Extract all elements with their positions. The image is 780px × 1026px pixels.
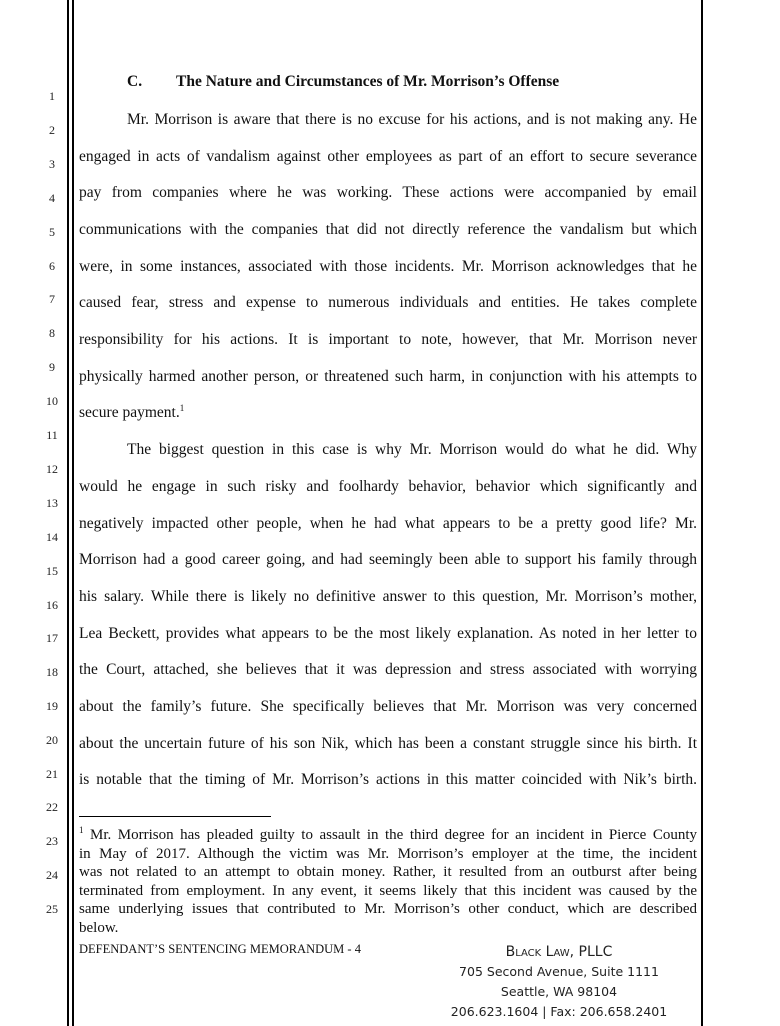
line-number: 5 [49, 225, 55, 239]
footnote-separator [79, 816, 271, 817]
line-number: 4 [49, 191, 55, 205]
footnote-line: was not related to an attempt to obtain money. Rather, it resulted from an outburst after being [79, 864, 697, 881]
firm-name: Black Law, PLLC [505, 944, 613, 960]
body-line: physically harmed another person, or threatened such harm, in conjunction with his attempts to [79, 368, 697, 385]
body-line: The biggest question in this case is why Mr. Morrison would do what he did. Why [127, 441, 697, 458]
line-number: 9 [49, 360, 55, 374]
line-number: 23 [46, 834, 58, 848]
body-line [79, 403, 697, 423]
line-number: 8 [49, 326, 55, 340]
line-number: 25 [46, 902, 58, 916]
document-title: DEFENDANT’S SENTENCING MEMORANDUM [79, 942, 345, 956]
footnote-line: below. [79, 919, 119, 936]
page-number: 4 [354, 942, 361, 956]
line-number: 24 [46, 868, 58, 882]
firm-address-line2: Seattle, WA 98104 [500, 984, 618, 999]
firm-phone-fax: 206.623.1604 | Fax: 206.658.2401 [450, 1004, 668, 1019]
line-number: 11 [46, 428, 58, 442]
body-line: his salary. While there is likely no definitive answer to this question, Mr. Morrison’s mother, [79, 588, 697, 605]
body-line: negatively impacted other people, when he had what appears to be a pretty good life? Mr. [79, 515, 697, 532]
line-number: 13 [46, 496, 58, 510]
body-line: caused fear, stress and expense to numerous individuals and entities. He takes complete [79, 294, 697, 311]
body-line: Morrison had a good career going, and had seemingly been able to support his family through [79, 551, 697, 568]
body-line: about the family’s future. She specifically believes that Mr. Morrison was very concerned [79, 698, 697, 715]
line-number: 18 [46, 665, 58, 679]
line-number: 15 [46, 564, 58, 578]
left-margin-rule-inner [72, 0, 74, 1026]
line-number: 20 [46, 733, 58, 747]
footnote-marker: 1 [79, 825, 84, 835]
body-line: Mr. Morrison is aware that there is no excuse for his actions, and is not making any. He [127, 111, 697, 128]
line-number: 14 [46, 530, 58, 544]
line-number: 6 [49, 259, 55, 273]
line-number: 2 [49, 123, 55, 137]
line-number: 22 [46, 800, 58, 814]
firm-block [400, 942, 718, 1022]
right-margin-rule [701, 0, 703, 1026]
body-line: about the uncertain future of his son Nik, which has been a constant struggle since his birth. It [79, 735, 697, 752]
body-line: Lea Beckett, provides what appears to be the most likely explanation. As noted in her letter to [79, 625, 697, 642]
footer-document-title [79, 942, 361, 957]
line-number: 17 [46, 631, 58, 645]
body-line: is notable that the timing of Mr. Morrison’s actions in this matter coincided with Nik’s birth. [79, 771, 697, 788]
body-line: engaged in acts of vandalism against other employees as part of an effort to secure severance [79, 148, 697, 165]
body-line: the Court, attached, she believes that it was depression and stress associated with worrying [79, 661, 697, 678]
body-line: communications with the companies that did not directly reference the vandalism but which [79, 221, 697, 238]
footnote [79, 826, 697, 938]
footnote-line: same underlying issues that contributed to Mr. Morrison’s other conduct, which are described [79, 901, 697, 918]
section-letter: C. [127, 73, 143, 90]
body-line-text: secure payment. [79, 404, 180, 421]
line-number: 3 [49, 157, 55, 171]
firm-address-line1: 705 Second Avenue, Suite 1111 [459, 964, 659, 979]
section-heading [127, 73, 559, 91]
line-number: 10 [46, 394, 58, 408]
line-number: 16 [46, 598, 58, 612]
body-line: would he engage in such risky and foolhardy behavior, behavior which significantly and [79, 478, 697, 495]
line-number: 1 [49, 89, 55, 103]
line-number: 19 [46, 699, 58, 713]
line-number: 12 [46, 462, 58, 476]
body-line: were, in some instances, associated with those incidents. Mr. Morrison acknowledges that he [79, 258, 697, 275]
footnote-line: terminated from employment. In any event, it seems likely that this incident was caused by the [79, 882, 697, 899]
footnote-line: in May of 2017. Although the victim was Mr. Morrison’s employer at the time, the incident [79, 845, 697, 862]
footnote-line [79, 826, 697, 845]
section-title: The Nature and Circumstances of Mr. Morrison’s Offense [176, 73, 560, 90]
body-line: pay from companies where he was working. These actions were accompanied by email [79, 184, 697, 201]
page-separator: - [344, 942, 355, 956]
body-line: responsibility for his actions. It is important to note, however, that Mr. Morrison never [79, 331, 697, 348]
footnote-text: Mr. Morrison has pleaded guilty to assault in the third degree for an incident in Pierce County [90, 827, 697, 843]
left-margin-rule-outer [67, 0, 69, 1026]
footnote-reference[interactable]: 1 [179, 402, 185, 413]
line-number: 21 [46, 767, 58, 781]
line-number: 7 [49, 292, 55, 306]
